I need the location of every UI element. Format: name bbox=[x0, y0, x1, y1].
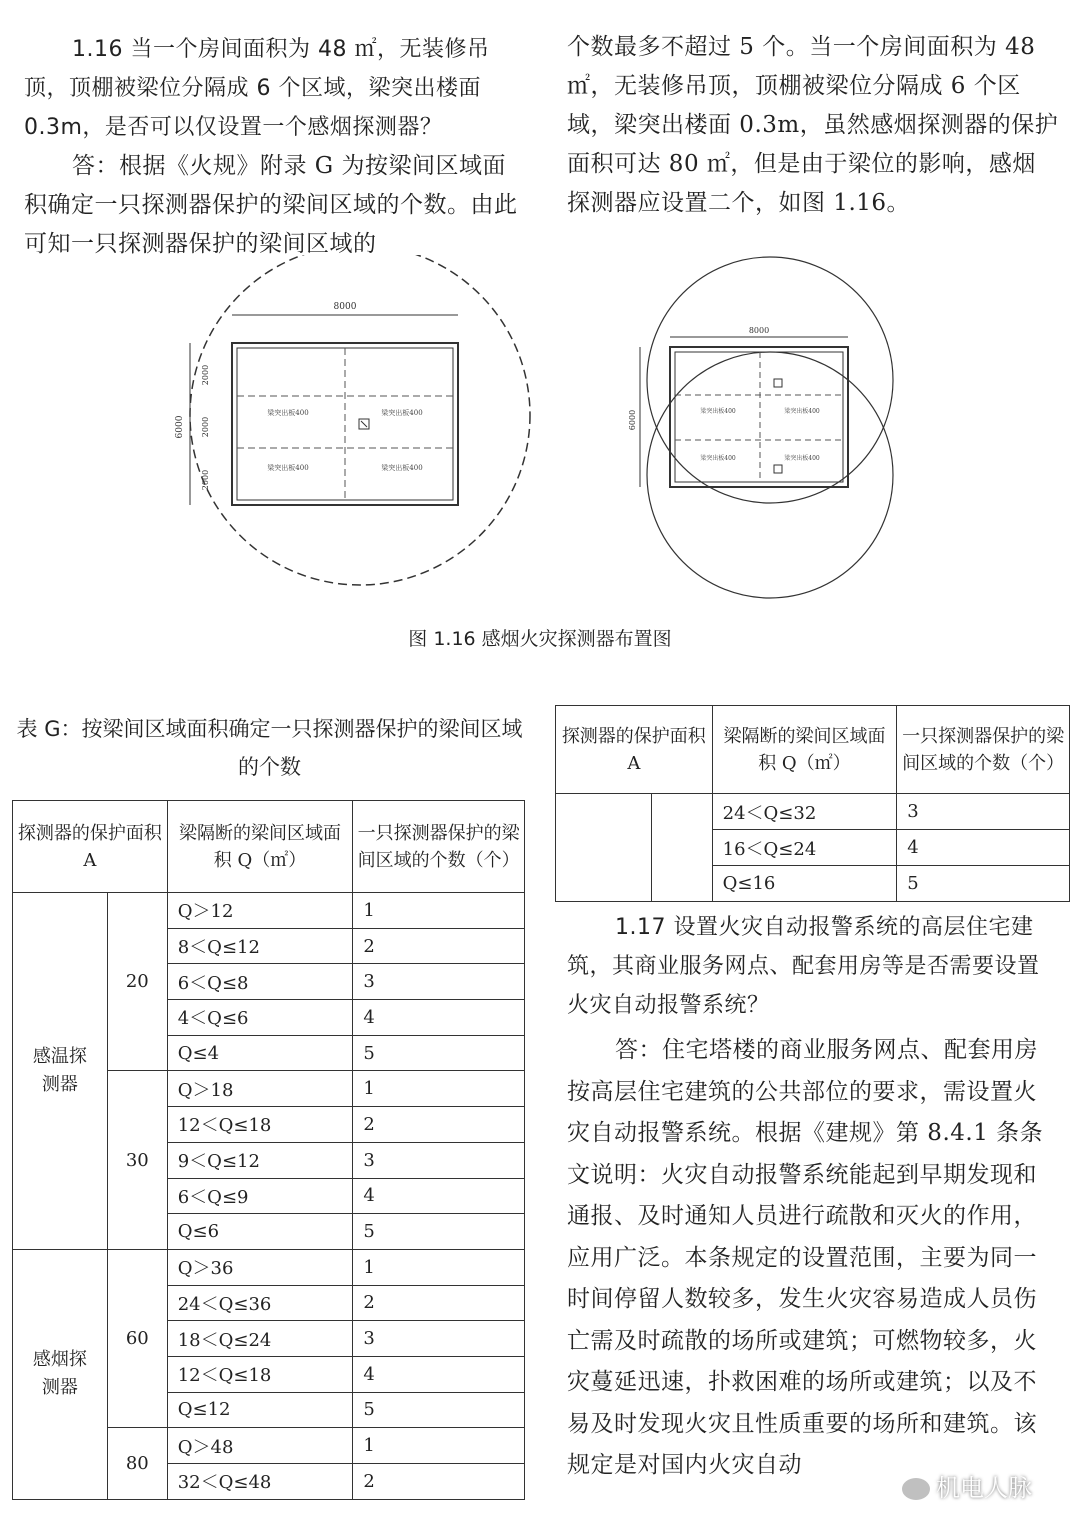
question-1-17: 1.17 设置火灾自动报警系统的高层住宅建筑，其商业服务网点、配套用房等是否需要设置火灾自动报警系统？ bbox=[567, 915, 1040, 1018]
coverage-circle bbox=[647, 352, 893, 598]
height-label: 6000 bbox=[628, 409, 637, 431]
room-outline bbox=[670, 347, 848, 487]
count-cell: 5 bbox=[353, 1214, 525, 1250]
q-cell: 24＜Q≤36 bbox=[167, 1285, 353, 1321]
answer-1-16-continued: 个数最多不超过 5 个。当一个房间面积为 48 ㎡，无装修吊顶，顶棚被梁位分隔成 6 个区域，梁突出楼面 0.3m，虽然感烟探测器的保护面积可达 80 ㎡，但是由于梁位的影响，感烟探测器应设置二个，如图 1.16。 bbox=[567, 34, 1059, 216]
count-cell: 4 bbox=[353, 1000, 525, 1036]
q-cell: Q＞48 bbox=[167, 1428, 353, 1464]
count-cell: 4 bbox=[353, 1178, 525, 1214]
count-cell: 1 bbox=[353, 1071, 525, 1107]
q-cell: Q≤12 bbox=[167, 1392, 353, 1428]
q-cell: 8＜Q≤12 bbox=[167, 928, 353, 964]
count-cell: 3 bbox=[353, 1142, 525, 1178]
count-cell: 2 bbox=[353, 1285, 525, 1321]
type-cell bbox=[556, 794, 652, 902]
two-detector-diagram bbox=[628, 257, 893, 598]
q-cell: 16＜Q≤24 bbox=[712, 830, 897, 866]
detector-type-cell: 感温探测器 bbox=[13, 893, 108, 1250]
q-cell: 4＜Q≤6 bbox=[167, 1000, 353, 1036]
q-cell: 12＜Q≤18 bbox=[167, 1107, 353, 1143]
smoke-detector bbox=[361, 421, 367, 427]
answer-1-16: 答：根据《火规》附录 G 为按梁间区域面积确定一只探测器保护的梁间区域的个数。由此可知一只探测器保护的梁间区域的 bbox=[24, 153, 518, 257]
detector-layout-figure bbox=[170, 255, 930, 625]
q-cell: Q＞36 bbox=[167, 1249, 353, 1285]
height-label: 6000 bbox=[175, 415, 185, 439]
table-title: 表 G：按梁间区域面积确定一只探测器保护的梁间区域的个数 bbox=[16, 717, 523, 779]
q-cell: 12＜Q≤18 bbox=[167, 1356, 353, 1392]
count-cell: 3 bbox=[897, 794, 1070, 830]
beam-label: 梁突出板400 bbox=[381, 409, 423, 417]
width-label: 8000 bbox=[748, 326, 770, 335]
table-row bbox=[13, 893, 525, 929]
count-cell: 4 bbox=[353, 1356, 525, 1392]
protection-area-cell: 80 bbox=[107, 1428, 167, 1499]
q-cell: Q＞12 bbox=[167, 893, 353, 929]
coverage-circle bbox=[647, 257, 893, 503]
row-label: 2000 bbox=[201, 469, 210, 491]
q-cell: Q≤16 bbox=[712, 866, 897, 902]
table-g bbox=[12, 800, 525, 1500]
answer-1-17: 答：住宅塔楼的商业服务网点、配套用房按高层住宅建筑的公共部位的要求，需设置火灾自动报警系统。根据《建规》第 8.4.1 条条文说明：火灾自动报警系统能起到早期发现和通报、及时通知人员进行疏散和灭火的作用，应用广泛。本条规定的设置范围，主要为同一时间停留人数较多，发生火灾容易造成人员伤亡需及时疏散的场所或建筑；可燃物较多，火灾蔓延迅速，扑救困难的场所或建筑；以及不易及时发现火灾且性质重要的场所和建筑。该规定是对国内火灾自动 bbox=[567, 1037, 1044, 1478]
q-cell: 9＜Q≤12 bbox=[167, 1142, 353, 1178]
count-cell: 5 bbox=[897, 866, 1070, 902]
table-row bbox=[13, 1249, 525, 1285]
beam-label: 梁突出板400 bbox=[700, 408, 736, 415]
beam-label: 梁突出板400 bbox=[267, 464, 309, 472]
q-cell: Q＞18 bbox=[167, 1071, 353, 1107]
watermark bbox=[902, 1468, 1067, 1518]
header-area: 探测器的保护面积 A bbox=[556, 706, 713, 794]
smoke-detector bbox=[774, 379, 782, 387]
protection-area-cell: 20 bbox=[107, 893, 167, 1071]
header-q: 梁隔断的梁间区域面积 Q（㎡） bbox=[167, 801, 353, 893]
room-inner bbox=[675, 352, 843, 482]
protection-area-cell: 30 bbox=[107, 1071, 167, 1249]
count-cell: 1 bbox=[353, 893, 525, 929]
question-1-16: 1.16 当一个房间面积为 48 ㎡，无装修吊顶，顶棚被梁位分隔成 6 个区域，梁突出楼面 0.3m，是否可以仅设置一个感烟探测器？ bbox=[24, 37, 490, 140]
area-cell bbox=[651, 794, 712, 902]
smoke-detector bbox=[774, 465, 782, 473]
row-label: 2000 bbox=[201, 416, 210, 438]
q-cell: 32＜Q≤48 bbox=[167, 1464, 353, 1500]
beam-label: 梁突出板400 bbox=[700, 455, 736, 462]
protection-area-cell: 60 bbox=[107, 1249, 167, 1427]
row-label: 2000 bbox=[201, 364, 210, 386]
detector-type-cell: 感烟探测器 bbox=[13, 1249, 108, 1499]
wechat-icon bbox=[902, 1478, 930, 1500]
figure-caption: 图 1.16 感烟火灾探测器布置图 bbox=[408, 628, 672, 650]
single-detector-diagram bbox=[175, 255, 530, 585]
count-cell: 5 bbox=[353, 1035, 525, 1071]
q-cell: 18＜Q≤24 bbox=[167, 1321, 353, 1357]
count-cell: 5 bbox=[353, 1392, 525, 1428]
beam-label: 梁突出板400 bbox=[784, 455, 820, 462]
table-g-continued bbox=[555, 705, 1070, 902]
count-cell: 3 bbox=[353, 1321, 525, 1357]
count-cell: 1 bbox=[353, 1428, 525, 1464]
header-area: 探测器的保护面积 A bbox=[13, 801, 168, 893]
q-cell: Q≤4 bbox=[167, 1035, 353, 1071]
count-cell: 2 bbox=[353, 928, 525, 964]
q-cell: 6＜Q≤8 bbox=[167, 964, 353, 1000]
beam-label: 梁突出板400 bbox=[267, 409, 309, 417]
q-cell: 6＜Q≤9 bbox=[167, 1178, 353, 1214]
count-cell: 2 bbox=[353, 1107, 525, 1143]
beam-label: 梁突出板400 bbox=[381, 464, 423, 472]
count-cell: 2 bbox=[353, 1464, 525, 1500]
count-cell: 4 bbox=[897, 830, 1070, 866]
count-cell: 3 bbox=[353, 964, 525, 1000]
count-cell: 1 bbox=[353, 1249, 525, 1285]
width-label: 8000 bbox=[333, 302, 357, 312]
q-cell: Q≤6 bbox=[167, 1214, 353, 1250]
watermark-text: 机电人脉 bbox=[936, 1474, 1032, 1502]
coverage-circle bbox=[190, 255, 530, 585]
beam-label: 梁突出板400 bbox=[784, 408, 820, 415]
q-cell: 24＜Q≤32 bbox=[712, 794, 897, 830]
header-count: 一只探测器保护的梁间区域的个数（个） bbox=[897, 706, 1070, 794]
header-count: 一只探测器保护的梁间区域的个数（个） bbox=[353, 801, 525, 893]
header-q: 梁隔断的梁间区域面积 Q（㎡） bbox=[712, 706, 897, 794]
